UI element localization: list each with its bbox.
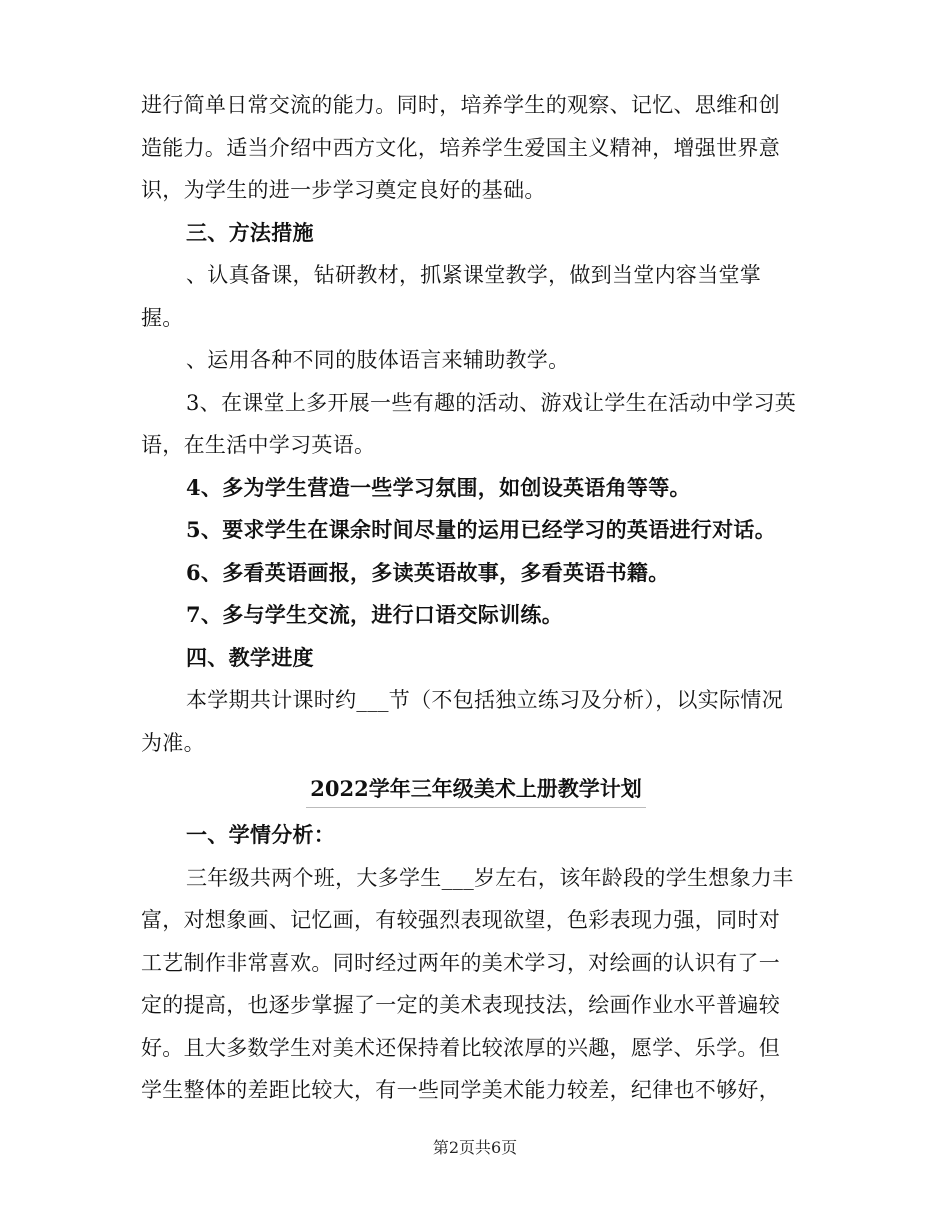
section-heading-progress: 四、教学进度 (186, 644, 314, 670)
paragraph-line: 富，对想象画、记忆画，有较强烈表现欲望，色彩表现力强，同时对 (141, 908, 780, 932)
paragraph-line: 学生整体的差距比较大，有一些同学美术能力较差，纪律也不够好， (141, 1078, 780, 1102)
paragraph-line: 进行简单日常交流的能力。同时，培养学生的观察、记忆、思维和创 (141, 93, 780, 117)
list-item: 5、要求学生在课余时间尽量的运用已经学习的英语进行对话。 (186, 517, 777, 542)
paragraph-line: 3、在课堂上多开展一些有趣的活动、游戏让学生在活动中学习英 (186, 390, 797, 415)
paragraph-line: 识，为学生的进一步学习奠定良好的基础。 (141, 178, 546, 202)
paragraph-line: 握。 (141, 305, 184, 330)
list-item: 4、多为学生营造一些学习氛围，如创设英语角等等。 (186, 474, 691, 500)
paragraph-line: 造能力。适当介绍中西方文化，培养学生爱国主义精神，增强世界意 (141, 135, 780, 160)
document-title: 2022学年三年级美术上册教学计划 (306, 771, 645, 808)
paragraph-line: 语，在生活中学习英语。 (141, 433, 376, 457)
list-item: 6、多看英语画报，多读英语故事，多看英语书籍。 (186, 559, 670, 585)
section-heading-methods: 三、方法措施 (186, 219, 314, 245)
paragraph-line: 工艺制作非常喜欢。同时经过两年的美术学习，对绘画的认识有了一 (141, 950, 780, 975)
section-heading-analysis: 一、学情分析： (186, 822, 336, 847)
document-title-row (141, 764, 811, 814)
paragraph-line: 好。且大多数学生对美术还保持着比较浓厚的兴趣，愿学、乐学。但 (141, 1035, 780, 1060)
page-footer: 第2页共6页 (432, 1138, 518, 1157)
paragraph-line: 本学期共计课时约___节（不包括独立练习及分析），以实际情况 (186, 688, 783, 712)
paragraph-line: 、认真备课，钻研教材，抓紧课堂教学，做到当堂内容当堂掌 (186, 263, 762, 287)
paragraph-line: 三年级共两个班，大多学生___岁左右，该年龄段的学生想象力丰 (186, 865, 794, 890)
paragraph-line: 定的提高，也逐步掌握了一定的美术表现技法，绘画作业水平普遍较 (141, 993, 780, 1017)
list-item: 7、多与学生交流，进行口语交际训练。 (186, 602, 564, 627)
paragraph-line: 为准。 (141, 730, 205, 755)
paragraph-line: 、运用各种不同的肢体语言来辅助教学。 (186, 348, 570, 372)
page-content (141, 84, 811, 1112)
